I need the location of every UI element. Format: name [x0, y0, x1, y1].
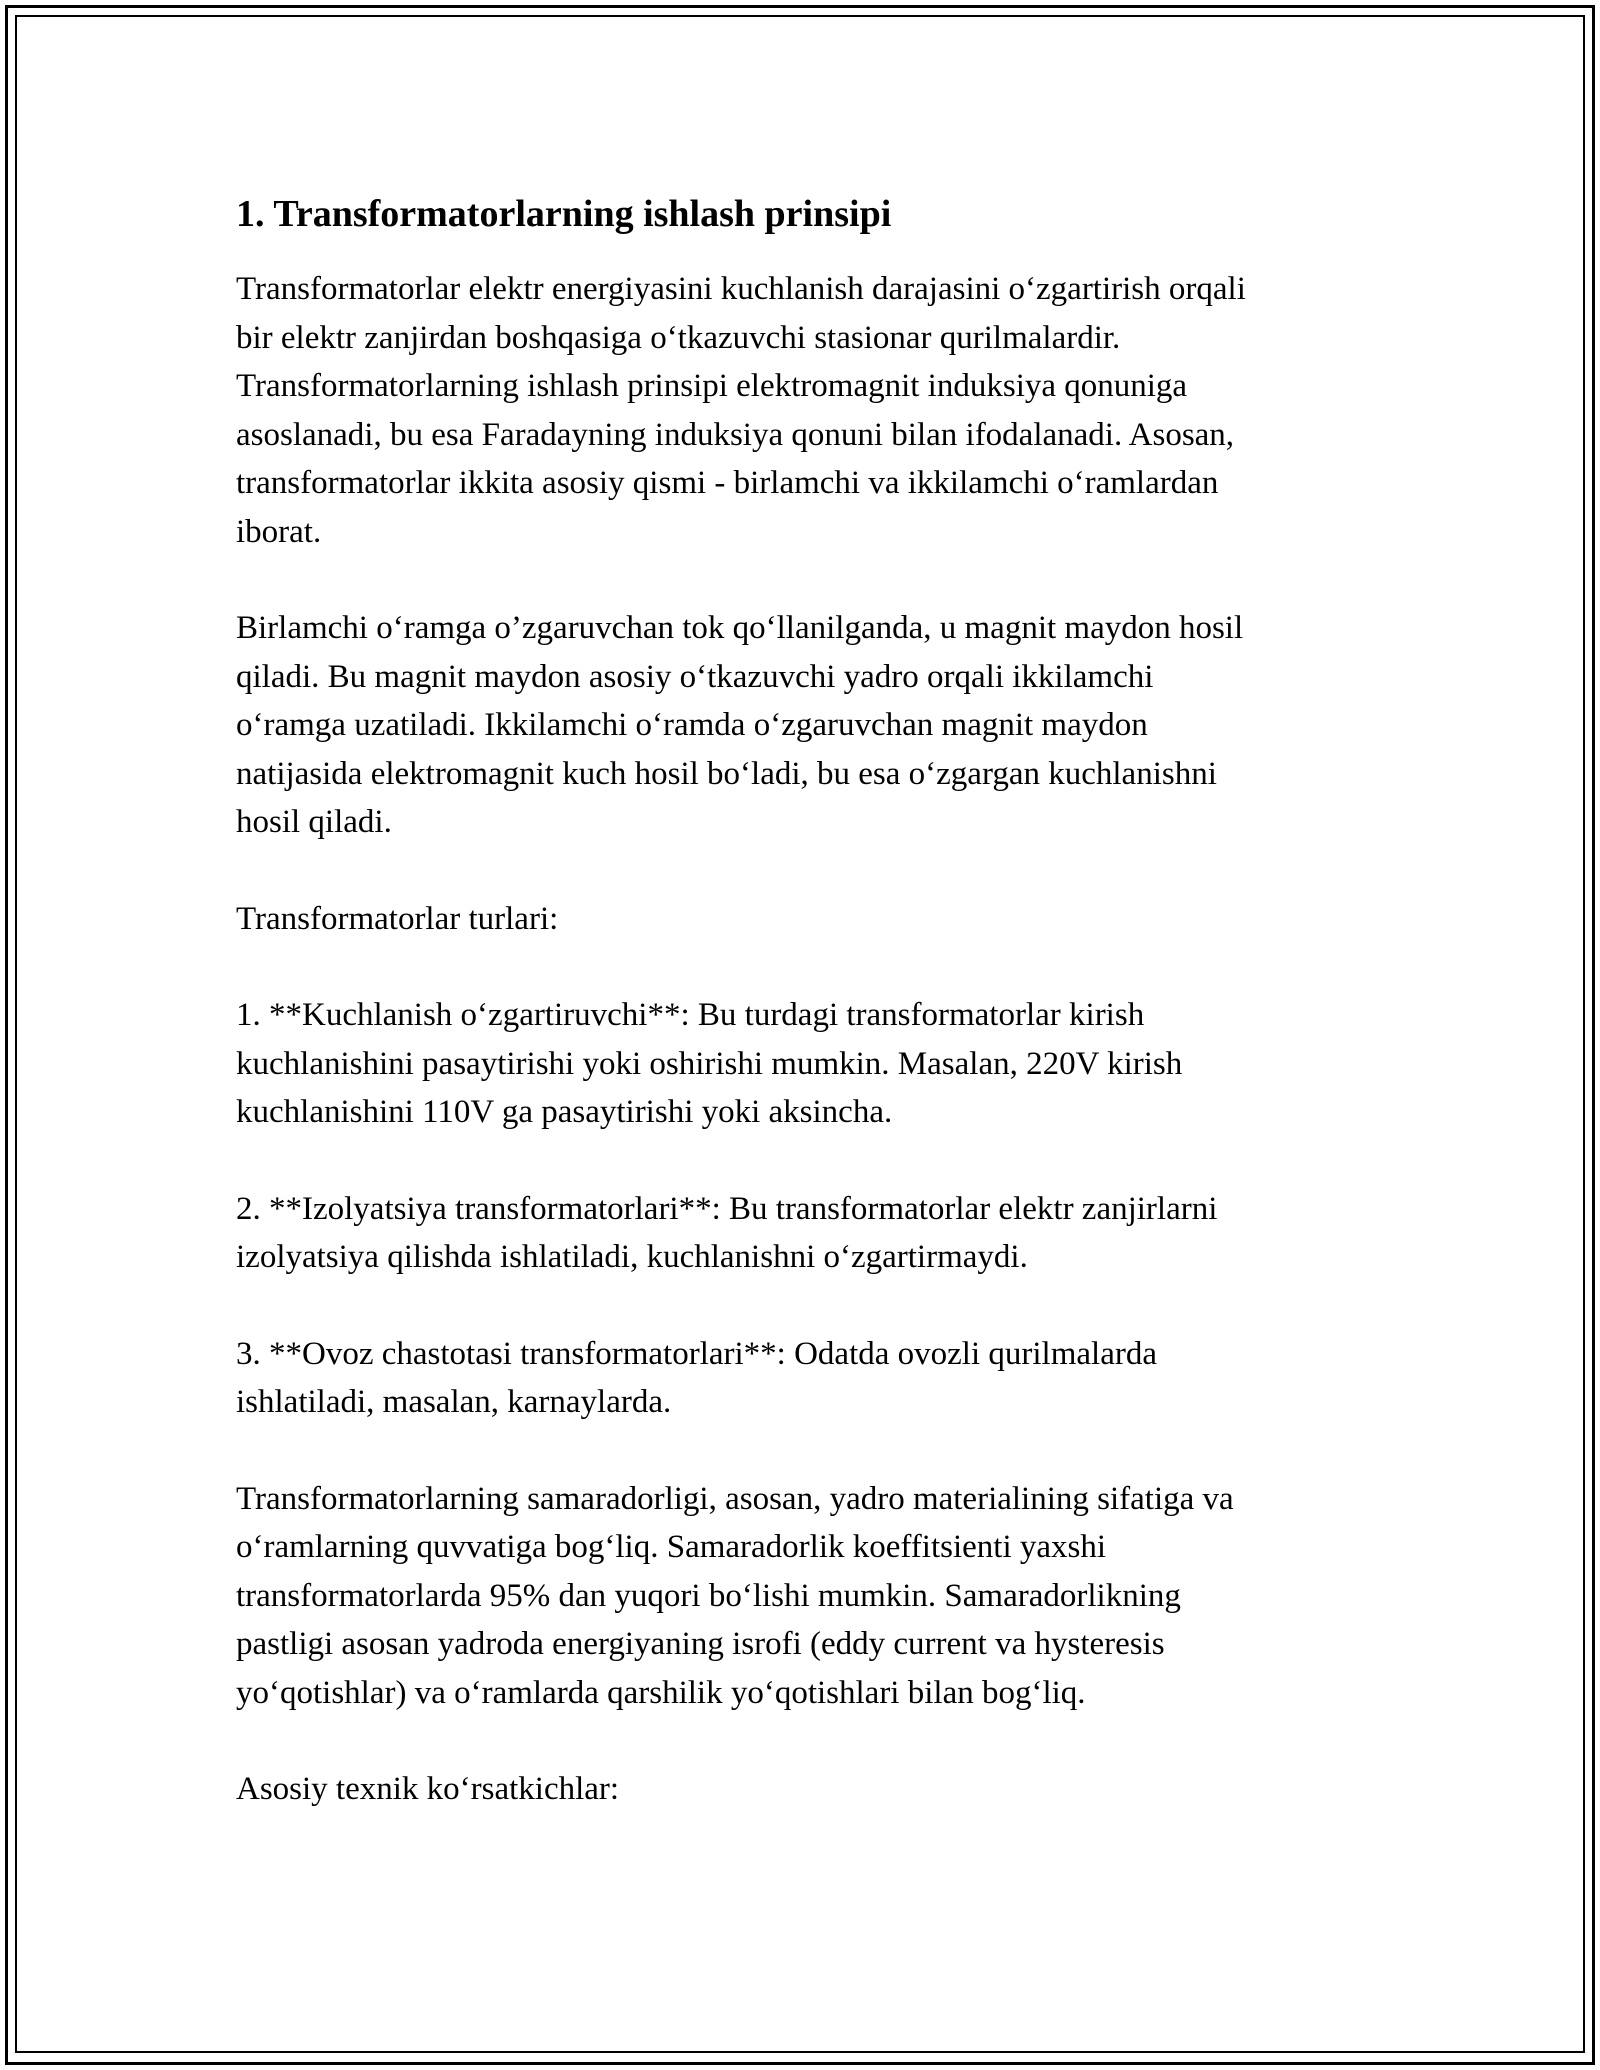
document-body	[236, 185, 1396, 1862]
paragraph-principle: Birlamchi o‘ramga o’zgaruvchan tok qo‘llanilganda, u magnit maydon hosil qiladi. Bu magnit maydon asosiy o‘tkazuvchi yadro orqali ikkilamchi o‘ramga uzatiladi. Ikkilamchi o‘ramda o‘zgaruvchan magnit maydon natijasida elektromagnit kuch hosil bo‘ladi, bu esa o‘zgargan kuchlanishni hosil qiladi.	[236, 610, 1244, 840]
paragraph-intro: Transformatorlar elektr energiyasini kuchlanish darajasini o‘zgartirish orqali bir elektr zanjirdan boshqasiga o‘tkazuvchi stasionar qurilmalardir. Transformatorlarning ishlash prinsipi elektromagnit induksiya qonuniga asoslanadi, bu esa Faradayning induksiya qonuni bilan ifodalanadi. Asosan, transformatorlar ikkita asosiy qismi - birlamchi va ikkilamchi o‘ramlardan iborat.	[236, 271, 1246, 550]
paragraph-types-heading: Transformatorlar turlari:	[236, 900, 559, 937]
section-heading: 1. Transformatorlarning ishlash prinsipi	[236, 193, 892, 235]
list-item-audio-transformer: 3. **Ovoz chastotasi transformatorlari**: Odatda ovozli qurilmalarda ishlatiladi, masalan, karnaylarda.	[236, 1335, 1157, 1420]
paragraph-specs-heading: Asosiy texnik ko‘rsatkichlar:	[236, 1771, 620, 1807]
paragraph-efficiency: Transformatorlarning samaradorligi, asosan, yadro materialining sifatiga va o‘ramlarning quvvatiga bog‘liq. Samaradorlik koeffitsienti yaxshi transformatorlarda 95% dan yuqori bo‘lishi mumkin. Samaradorlikning pastligi asosan yadroda energiyaning isrofi (eddy current va hysteresis yo‘qotishlar) va o‘ramlarda qarshilik yo‘qotishlari bilan bog‘liq.	[236, 1480, 1234, 1711]
list-item-voltage-transformer: 1. **Kuchlanish o‘zgartiruvchi**: Bu turdagi transformatorlar kirish kuchlanishini pasaytirishi yoki oshirishi mumkin. Masalan, 220V kirish kuchlanishini 110V ga pasaytirishi yoki aksincha.	[236, 997, 1183, 1130]
list-item-isolation-transformer: 2. **Izolyatsiya transformatorlari**: Bu transformatorlar elektr zanjirlarni izolyatsiya qilishda ishlatiladi, kuchlanishni o‘zgartirmaydi.	[236, 1190, 1218, 1275]
